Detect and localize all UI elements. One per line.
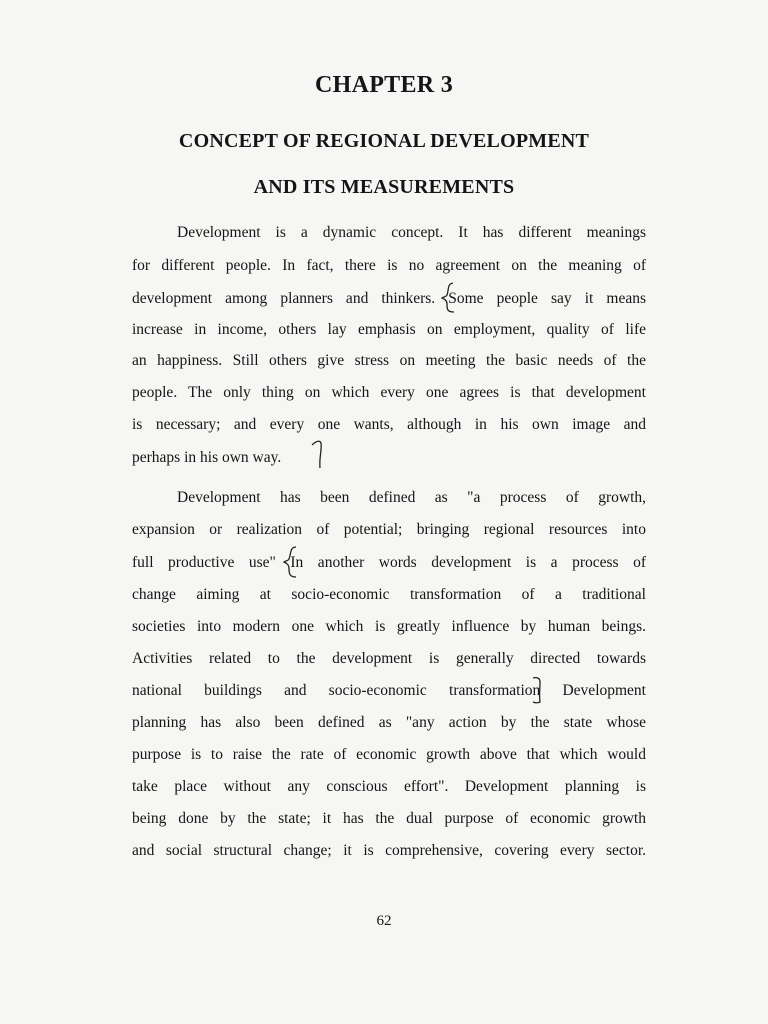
paragraph-1-line: an happiness. Still others give stress on meeting the basic needs of the [132,352,646,369]
chapter-title-line-1: CONCEPT OF REGIONAL DEVELOPMENT [178,130,590,152]
paragraph-1-line: development among planners and thinkers. Some people say it means [132,290,646,307]
paragraph-2-line: and social structural change; it is comprehensive, covering every sector. [132,842,646,859]
paragraph-1-line: for different people. In fact, there is no agreement on the meaning of [132,257,646,274]
handwritten-bracket-mark [439,281,457,315]
paragraph-2-line: societies into modern one which is greatly influence by human beings. [132,618,646,635]
paragraph-1-line: perhaps in his own way. [132,449,282,466]
paragraph-2-line: Activities related to the development is generally directed towards [132,650,646,667]
paragraph-2-line: national buildings and socio-economic transformation Development [132,682,646,699]
handwritten-bracket-mark [281,545,299,579]
paragraph-1-line: increase in income, others lay emphasis on employment, quality of life [132,321,646,338]
paragraph-2-line: planning has also been defined as "any action by the state whose [132,714,646,731]
paragraph-2-line: expansion or realization of potential; bringing regional resources into [132,521,646,538]
paragraph-2-line: purpose is to raise the rate of economic growth above that which would [132,746,646,763]
paragraph-2-line: change aiming at socio-economic transformation of a traditional [132,586,646,603]
paragraph-2-line: Development has been defined as "a process of growth, [177,489,646,506]
handwritten-bracket-mark [310,438,328,472]
paragraph-1-line: people. The only thing on which every one agrees is that development [132,384,646,401]
paragraph-2-line: full productive use" In another words development is a process of [132,554,646,571]
paragraph-2-line: take place without any conscious effort". Development planning is [132,778,646,795]
paragraph-1-line: Development is a dynamic concept. It has different meanings [177,224,646,241]
chapter-title-line-2: AND ITS MEASUREMENTS [253,176,515,198]
paragraph-1-line: is necessary; and every one wants, although in his own image and [132,416,646,433]
page-number: 62 [376,913,392,929]
handwritten-bracket-mark [530,674,548,708]
chapter-heading: CHAPTER 3 [314,72,454,98]
paragraph-2-line: being done by the state; it has the dual purpose of economic growth [132,810,646,827]
